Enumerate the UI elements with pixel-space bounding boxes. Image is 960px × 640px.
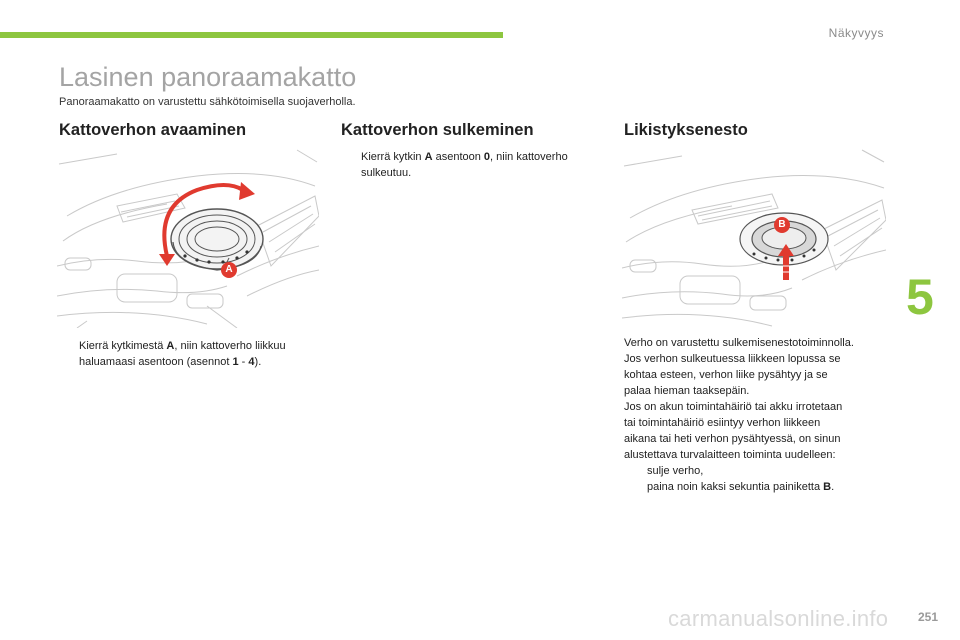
anti-pinch-description <box>624 335 904 495</box>
header-accent-bar <box>0 32 503 38</box>
heading-anti-pinch: Likistyksenesto <box>624 121 748 139</box>
label-a-badge: A <box>221 262 237 278</box>
text-line: palaa hieman taaksepäin. <box>624 385 750 397</box>
page-number: 251 <box>917 610 938 624</box>
label-b-badge: B <box>774 217 790 233</box>
text-line: Jos verhon sulkeutuessa liikkeen lopussa se <box>624 353 841 365</box>
bullet-item: paina noin kaksi sekuntia painiketta B. <box>624 479 904 495</box>
page-subtitle: Panoraamakatto on varustettu sähkötoimisella suojaverholla. <box>59 96 356 108</box>
open-instruction: Kierrä kytkimestä A, niin kattoverho liikkuu haluamaasi asentoon (asennot 1 - 4). <box>59 338 324 370</box>
heading-open: Kattoverhon avaaminen <box>59 121 247 139</box>
chapter-number: 5 <box>906 269 934 325</box>
watermark: carmanualsonline.info <box>668 606 889 631</box>
heading-close: Kattoverhon sulkeminen <box>341 121 534 139</box>
page-title: Lasinen panoraamakatto <box>59 62 357 92</box>
illustration-open-switch <box>57 146 319 328</box>
bullet-item: sulje verho, <box>624 463 904 479</box>
section-label: Näkyvyys <box>828 26 884 40</box>
text-line: tai toimintahäiriö esiintyy verhon liikkeen <box>624 417 821 429</box>
bullet-icon <box>341 149 361 181</box>
text-line: kohtaa esteen, verhon liike pysähtyy ja se <box>624 369 828 381</box>
illustration-anti-pinch-button <box>622 146 886 328</box>
text-line: aikana tai heti verhon pysähtyessä, on sinun <box>624 433 841 445</box>
text-line: alustettava turvalaitteen toiminta uudelleen: <box>624 449 836 461</box>
text-line: Jos on akun toimintahäiriö tai akku irrotetaan <box>624 401 843 413</box>
bullet-icon <box>59 338 79 370</box>
bullet-icon <box>624 479 647 495</box>
text-line: Verho on varustettu sulkemisenestotoiminnolla. <box>624 337 854 349</box>
bullet-icon <box>624 463 647 479</box>
close-instruction: Kierrä kytkin A asentoon 0, niin kattoverho sulkeutuu. <box>341 149 606 181</box>
